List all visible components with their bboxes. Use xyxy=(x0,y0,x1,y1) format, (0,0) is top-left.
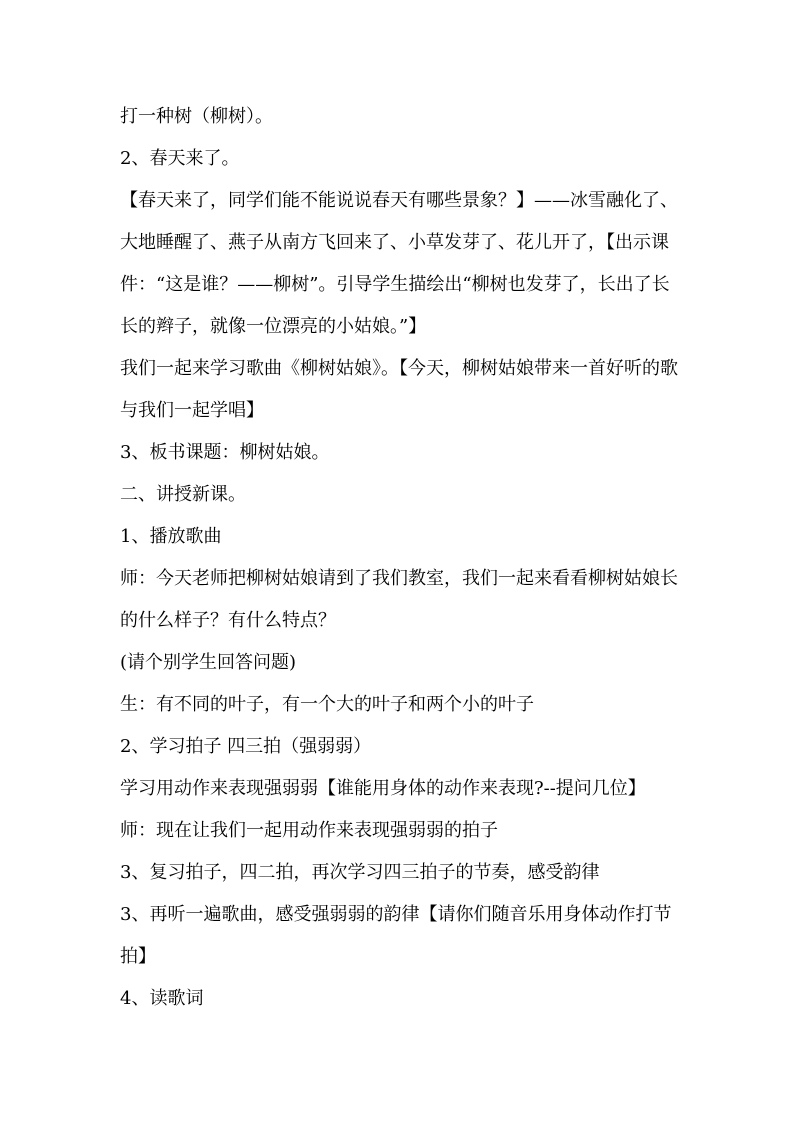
paragraph-movement-beat: 学习用动作来表现强弱弱【谁能用身体的动作来表现?--提问几位】 xyxy=(120,778,646,799)
paragraph-teacher-intro: 师：今天老师把柳树姑娘请到了我们教室，我们一起来看看柳树姑娘长的什么样子？有什么特点？ xyxy=(120,568,678,631)
paragraph-spring-scenes: 【春天来了，同学们能不能说说春天有哪些景象？】——冰雪融化了、大地睡醒了、燕子从南方飞回来了、小草发芽了、花儿开了，【出示课件：“这是谁？——柳树”。引导学生描绘出“柳树也发芽了，长出了长长的辫子，就像一位漂亮的小姑娘。”】 xyxy=(120,190,678,337)
paragraph-read-lyrics: 4、读歌词 xyxy=(120,988,204,1009)
lesson-plan-body xyxy=(120,96,680,1020)
paragraph-learn-beat: 2、学习拍子 四三拍（强弱弱） xyxy=(120,736,372,757)
paragraph-spring-heading: 2、春天来了。 xyxy=(120,148,240,169)
paragraph-student-reply: 生：有不同的叶子，有一个大的叶子和两个小的叶子 xyxy=(120,694,534,715)
paragraph-tree-answer: 打一种树（柳树）。 xyxy=(120,106,273,127)
paragraph-new-lesson-heading: 二、讲授新课。 xyxy=(120,484,246,505)
paragraph-student-answer-note: (请个别学生回答问题) xyxy=(120,652,297,673)
paragraph-review-beat: 3、复习拍子，四二拍，再次学习四三拍子的节奏，感受韵律 xyxy=(120,862,600,883)
paragraph-board-title: 3、板书课题：柳树姑娘。 xyxy=(120,442,330,463)
paragraph-learn-song: 我们一起来学习歌曲《柳树姑娘》。【今天，柳树姑娘带来一首好听的歌与我们一起学唱】 xyxy=(120,358,678,421)
paragraph-play-song: 1、播放歌曲 xyxy=(120,526,222,547)
paragraph-teacher-movement: 师：现在让我们一起用动作来表现强弱弱的拍子 xyxy=(120,820,498,841)
paragraph-listen-again: 3、再听一遍歌曲，感受强弱弱的韵律【请你们随音乐用身体动作打节拍】 xyxy=(120,904,672,967)
